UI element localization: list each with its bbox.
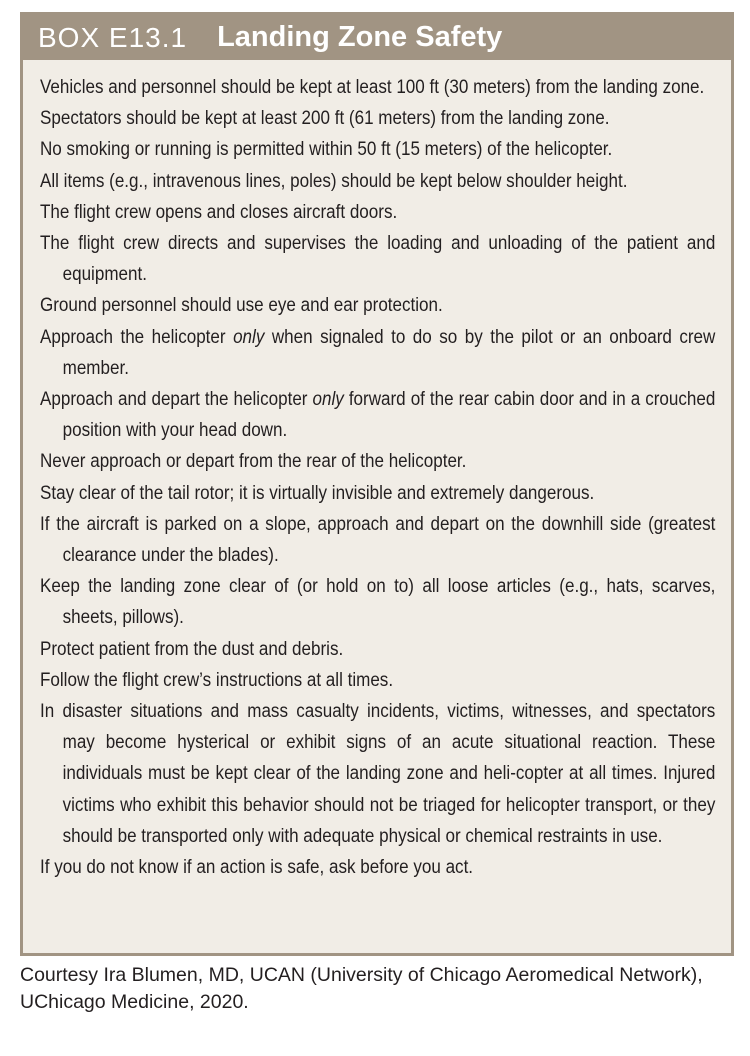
box-header: [23, 15, 731, 60]
box-title: Landing Zone Safety: [217, 21, 503, 53]
box-label: BOX E13.1: [38, 21, 188, 53]
emphasis-text: only: [312, 388, 344, 411]
credit-line: Courtesy Ira Blumen, MD, UCAN (University of Chicago Aeromedical Network), UChicago Medicine, 2020.: [20, 964, 703, 1013]
box-body: [23, 60, 731, 883]
box-e13-1: [20, 12, 734, 956]
list-item: No smoking or running is permitted within 50 ft (15 meters) of the helicopter.: [40, 138, 613, 161]
list-item: In disaster situations and mass casualty incidents, victims, witnesses, and spectators may become hysterical or exhibit signs of an acute situational reaction. These individuals must be kept clear of the landing zone and heli-copter at all times. Injured victims who exhibit this behavior should not be triaged for helicopter transport, or they should be transported only with adequate physical or chemical restraints in use.: [40, 700, 716, 847]
list-item: Vehicles and personnel should be kept at least 100 ft (30 meters) from the landing zone.: [40, 76, 705, 98]
list-item: [40, 322, 715, 384]
list-item: Spectators should be kept at least 200 ft (61 meters) from the landing zone.: [40, 107, 610, 130]
emphasis-text: only: [233, 325, 265, 348]
list-item: [40, 384, 715, 446]
list-item: Never approach or depart from the rear of the helicopter.: [40, 450, 467, 473]
list-item: Stay clear of the tail rotor; it is virtually invisible and extremely dangerous.: [40, 481, 595, 504]
list-item: Protect patient from the dust and debris.: [40, 637, 344, 660]
item-text-end: when signaled to do so by the pilot or an onboard crew member.: [62, 325, 716, 379]
item-text-start: Approach the helicopter: [40, 325, 234, 348]
list-item: Follow the flight crew’s instructions at all times.: [40, 668, 394, 691]
list-item: The flight crew directs and supervises the loading and unloading of the patient and equipment.: [40, 232, 716, 286]
list-item: If you do not know if an action is safe, ask before you act.: [40, 856, 474, 879]
list-item: Ground personnel should use eye and ear protection.: [40, 294, 443, 317]
list-item: All items (e.g., intravenous lines, poles) should be kept below shoulder height.: [40, 169, 628, 192]
list-item: The flight crew opens and closes aircraft doors.: [40, 200, 398, 223]
list-item: Keep the landing zone clear of (or hold on to) all loose articles (e.g., hats, scarves, sheets, pillows).: [40, 575, 716, 629]
item-text-start: Approach and depart the helicopter: [40, 388, 313, 411]
item-text-end: forward of the rear cabin door and in a crouched position with your head down.: [62, 388, 716, 442]
list-item: If the aircraft is parked on a slope, approach and depart on the downhill side (greatest clearance under the blades).: [40, 512, 716, 567]
